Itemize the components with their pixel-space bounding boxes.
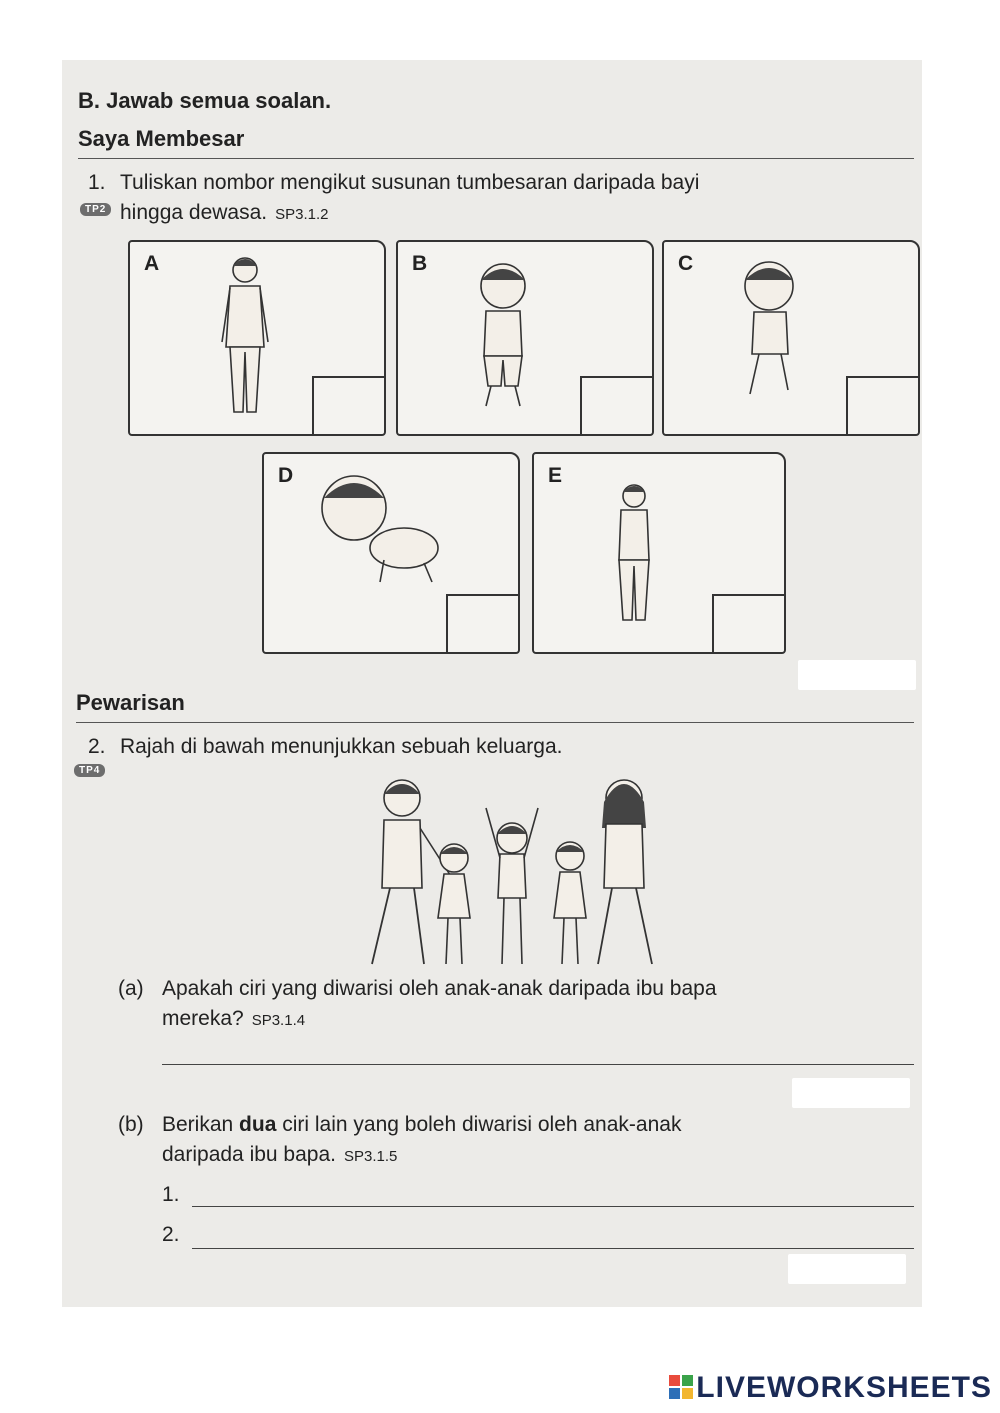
q2b-text-line2 [162,1142,397,1170]
baby-crawling-figure [314,468,444,588]
box-label-c: C [678,252,694,275]
q2b-text-line1 [162,1112,681,1138]
growth-box-d [262,452,520,654]
topic-title-pewarisan: Pewarisan [76,690,185,715]
tp4-badge: TP4 [74,764,105,777]
q2a-text-line2-content: mereka? [162,1007,244,1030]
q2b-item-2-number: 2. [162,1223,180,1246]
answer-box-a[interactable] [312,376,386,436]
q2a-answer-line[interactable] [162,1064,914,1065]
brand-text: LIVEWORKSHEETS [696,1371,992,1404]
q2a-code: SP3.1.4 [251,1012,306,1029]
box-label-e: E [548,464,563,487]
q2b-item-1-number: 1. [162,1183,180,1206]
marks-box-2 [792,1078,910,1108]
topic-title-saya-membesar: Saya Membesar [78,126,245,151]
q2a-text-line2 [162,1006,305,1034]
answer-box-b[interactable] [580,376,654,436]
q2a-text-line1: Apakah ciri yang diwarisi oleh anak-anak daripada ibu bapa [162,977,717,1000]
q2a-label: (a) [118,977,144,1000]
liveworksheets-logo-icon [668,1374,694,1400]
marks-box-1 [798,660,916,690]
q1-code: SP3.1.2 [275,206,329,223]
family-illustration [362,768,662,968]
growth-box-a [128,240,386,436]
q2b-text-bold: dua [239,1113,277,1136]
q1-text-line2 [120,200,329,228]
q1-number: 1. [88,171,106,194]
adult-man-figure [210,252,280,422]
q2b-text-post: ciri lain yang boleh diwarisi oleh anak-anak [276,1113,682,1136]
answer-box-c[interactable] [846,376,920,436]
liveworksheets-brand [668,1371,992,1405]
q2b-code: SP3.1.5 [343,1148,398,1165]
q2b-answer-line-1[interactable] [192,1206,914,1207]
q1-text-line1: Tuliskan nombor mengikut susunan tumbesaran daripada bayi [120,171,700,194]
box-label-a: A [144,252,160,275]
topic-divider [78,158,914,159]
marks-box-3 [788,1254,906,1284]
q2b-text-line2-content: daripada ibu bapa. [162,1143,336,1166]
tp2-badge: TP2 [80,203,111,216]
child-boy-figure [458,256,548,416]
worksheet-page [62,60,922,1307]
topic-divider-2 [76,722,914,723]
growth-box-e [532,452,786,654]
answer-box-e[interactable] [712,594,786,654]
growth-box-c [662,240,920,436]
box-label-b: B [412,252,428,275]
box-label-d: D [278,464,294,487]
teen-figure [604,480,664,630]
q2b-answer-line-2[interactable] [192,1248,914,1249]
section-heading: B. Jawab semua soalan. [78,88,332,113]
q2b-label: (b) [118,1113,144,1136]
q2b-text-pre: Berikan [162,1113,240,1136]
q2-text: Rajah di bawah menunjukkan sebuah keluarga. [120,735,563,758]
answer-box-d[interactable] [446,594,520,654]
q2-number: 2. [88,735,106,758]
toddler-walking-figure [724,254,814,404]
growth-box-b [396,240,654,436]
q1-text-line2-content: hingga dewasa. [120,201,268,224]
